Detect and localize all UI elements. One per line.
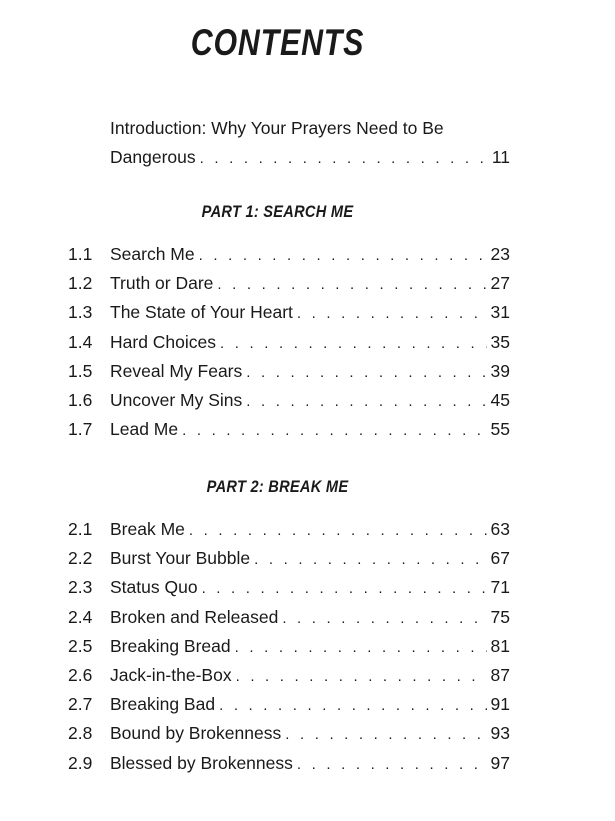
entry-number: 1.5: [68, 360, 93, 381]
page-number: 31: [490, 302, 510, 323]
toc-entry: [68, 548, 510, 577]
dot-leader: [202, 580, 487, 597]
entry-number: 1.4: [68, 331, 93, 352]
toc-entry: [68, 244, 510, 273]
entry-title: Uncover My Sins: [110, 389, 243, 410]
dot-leader: [219, 697, 486, 714]
dot-leader: [285, 726, 486, 743]
dot-leader: [246, 393, 486, 410]
page-title: CONTENTS: [190, 22, 365, 63]
entry-title: Hard Choices: [110, 331, 217, 352]
entry-title: Blessed by Brokenness: [110, 752, 293, 773]
entry-title: Lead Me: [110, 419, 179, 440]
part-2-entries: [68, 519, 510, 782]
toc-entry: [68, 577, 510, 606]
dot-leader: [297, 756, 487, 773]
toc-entry: [68, 519, 510, 548]
dot-leader: [199, 247, 487, 264]
dot-leader: [235, 639, 487, 656]
entry-title: The State of Your Heart: [110, 302, 293, 323]
part-1-heading: PART 1: SEARCH ME: [201, 202, 354, 221]
toc-entry: [68, 273, 510, 302]
introduction-entry: [110, 114, 510, 173]
entry-number: 2.6: [68, 664, 93, 685]
entry-number: 1.2: [68, 273, 93, 294]
entry-number: 2.9: [68, 752, 93, 773]
page-number: 75: [490, 606, 510, 627]
page-number: 55: [490, 419, 510, 440]
entry-number: 1.1: [68, 244, 93, 264]
dot-leader: [297, 305, 487, 322]
page-number: 91: [490, 694, 510, 715]
entry-title: Bound by Brokenness: [110, 723, 282, 744]
dot-leader: [282, 610, 486, 627]
dot-leader: [254, 551, 486, 568]
toc-entry: [68, 390, 510, 419]
entry-number: 2.3: [68, 577, 93, 598]
page-number: 81: [490, 635, 510, 656]
entry-number: 1.7: [68, 419, 93, 440]
entry-title: Jack-in-the-Box: [110, 664, 232, 685]
page-number: 97: [490, 752, 510, 773]
page-number: 87: [490, 664, 510, 685]
toc-entry: [68, 753, 510, 782]
page-number: 45: [490, 389, 510, 410]
entry-number: 2.5: [68, 635, 93, 656]
entry-title: Status Quo: [110, 577, 198, 598]
part-1-entries: [68, 244, 510, 448]
page-number: 71: [490, 577, 510, 598]
toc-entry: [68, 636, 510, 665]
entry-number: 2.8: [68, 723, 93, 744]
dot-leader: [189, 522, 487, 539]
entry-number: 2.4: [68, 606, 93, 627]
entry-number: 2.2: [68, 548, 93, 569]
toc-entry: [68, 665, 510, 694]
introduction-title-line2: Dangerous: [110, 147, 196, 167]
entry-number: 2.7: [68, 694, 93, 715]
page-number: 63: [490, 519, 510, 539]
entry-title: Break Me: [110, 519, 185, 539]
page-number: 11: [491, 147, 510, 167]
page-number: 93: [490, 723, 510, 744]
entry-number: 1.6: [68, 389, 93, 410]
page-number: 35: [490, 331, 510, 352]
entry-number: 2.1: [68, 519, 93, 539]
toc-entry: [68, 607, 510, 636]
introduction-title-line1: Introduction: Why Your Prayers Need to Be: [110, 118, 444, 138]
dot-leader: [236, 668, 487, 685]
entry-title: Burst Your Bubble: [110, 548, 251, 569]
page-number: 23: [490, 244, 510, 264]
part-2-heading: PART 2: BREAK ME: [206, 477, 349, 496]
toc-entry: [68, 302, 510, 331]
entry-title: Broken and Released: [110, 606, 279, 627]
dot-leader: [200, 144, 488, 173]
entry-title: Breaking Bread: [110, 635, 231, 656]
entry-title: Search Me: [110, 244, 195, 264]
entry-number: 1.3: [68, 302, 93, 323]
dot-leader: [220, 335, 487, 352]
toc-entry: [68, 694, 510, 723]
entry-title: Breaking Bad: [110, 694, 216, 715]
entry-title: Truth or Dare: [110, 273, 214, 294]
toc-entry: [68, 723, 510, 752]
introduction-title-line2-row: [110, 143, 510, 173]
page-number: 27: [490, 273, 510, 294]
toc-entry: [68, 419, 510, 448]
toc-entry: [68, 332, 510, 361]
dot-leader: [217, 276, 486, 293]
dot-leader: [182, 422, 486, 439]
entry-title: Reveal My Fears: [110, 360, 243, 381]
dot-leader: [246, 364, 486, 381]
toc-entry: [68, 361, 510, 390]
page-number: 39: [490, 360, 510, 381]
page-number: 67: [490, 548, 510, 569]
